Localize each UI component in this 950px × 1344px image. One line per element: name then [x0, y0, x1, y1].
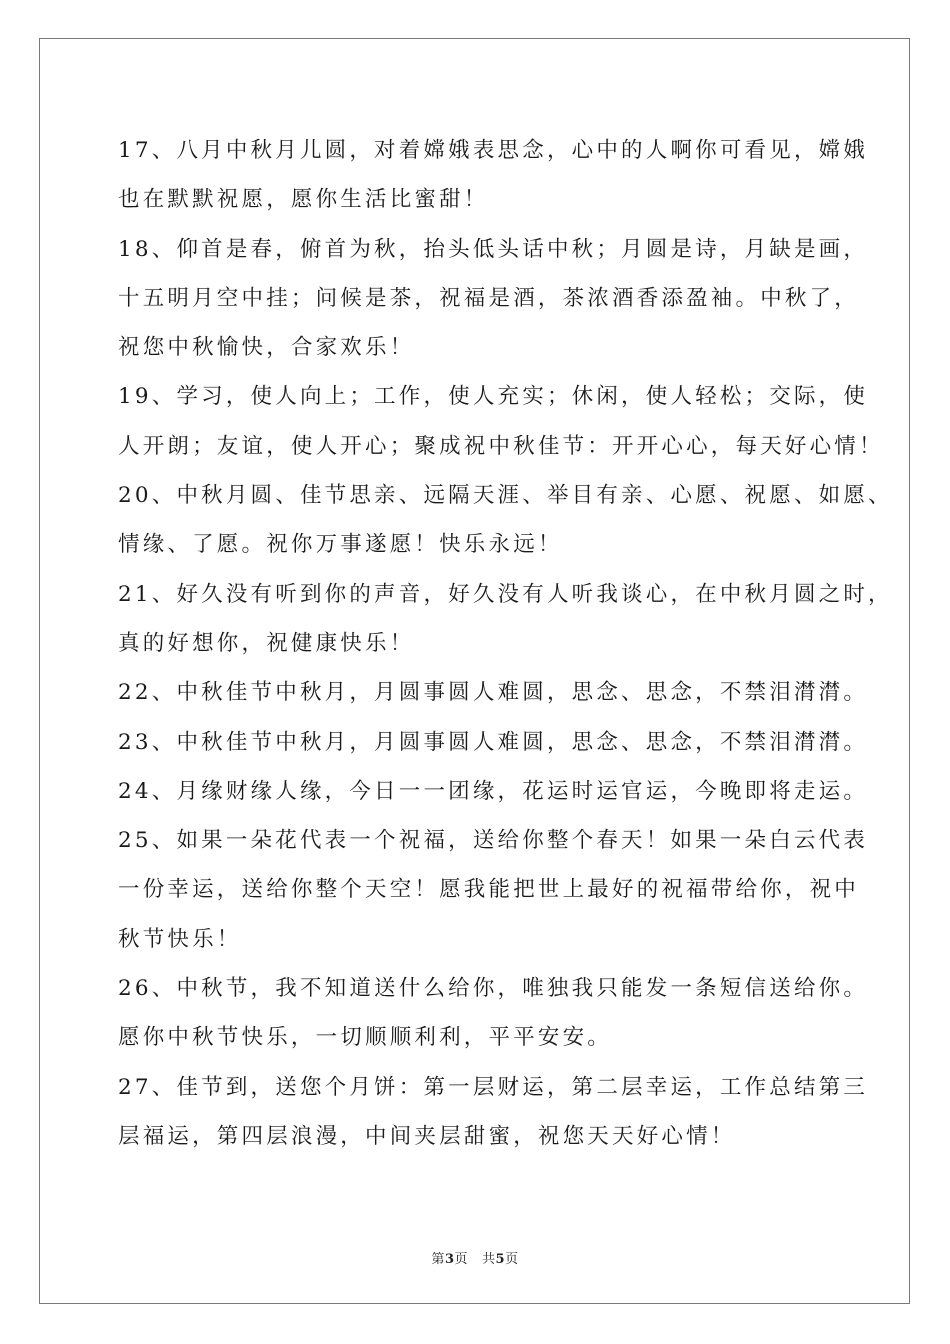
total-pages: 5	[495, 1252, 506, 1267]
page-prefix: 第	[431, 1252, 445, 1267]
text-line: 层福运，第四层浪漫，中间夹层甜蜜，祝您天天好心情！	[118, 1123, 736, 1149]
text-line: 祝您中秋愉快，合家欢乐！	[118, 335, 415, 361]
text-line: 情缘、了愿。祝你万事遂愿！快乐永远！	[118, 532, 563, 558]
text-line: 20、中秋月圆、佳节思亲、远隔天涯、举目有亲、心愿、祝愿、如愿、	[118, 483, 893, 509]
text-line: 22、中秋佳节中秋月，月圆事圆人难圆，思念、思念，不禁泪潸潸。	[118, 680, 869, 706]
text-line: 21、好久没有听到你的声音，好久没有人听我谈心，在中秋月圆之时，	[118, 581, 893, 607]
total-prefix: 共	[482, 1252, 496, 1267]
text-line: 17、八月中秋月儿圆，对着嫦娥表思念，心中的人啊你可看见，嫦娥	[118, 138, 869, 163]
text-line: 18、仰首是春，俯首为秋，抬头低头话中秋；月圆是诗，月缺是画，	[118, 236, 869, 262]
text-line: 十五明月空中挂；问候是茶，祝福是酒，茶浓酒香添盈袖。中秋了，	[118, 285, 860, 311]
text-line: 26、中秋节，我不知道送什么给你，唯独我只能发一条短信送给你。	[118, 976, 869, 1002]
document-body	[118, 126, 893, 1161]
page-number: 3	[444, 1252, 455, 1267]
page-footer	[0, 1248, 950, 1267]
text-line: 人开朗；友谊，使人开心；聚成祝中秋佳节：开开心心，每天好心情！	[118, 433, 884, 459]
text-line: 27、佳节到，送您个月饼：第一层财运，第二层幸运，工作总结第三	[118, 1074, 869, 1100]
text-line: 一份幸运，送给你整个天空！愿我能把世上最好的祝福带给你，祝中	[118, 877, 860, 903]
page-suffix: 页	[454, 1252, 468, 1267]
text-line: 也在默默祝愿，愿你生活比蜜甜！	[118, 187, 489, 213]
text-line: 秋节快乐！	[118, 926, 242, 952]
total-suffix: 页	[505, 1252, 519, 1267]
text-line: 25、如果一朵花代表一个祝福，送给你整个春天！如果一朵白云代表	[118, 828, 869, 854]
text-line: 23、中秋佳节中秋月，月圆事圆人难圆，思念、思念，不禁泪潸潸。	[118, 729, 869, 755]
text-line: 真的好想你，祝健康快乐！	[118, 630, 415, 656]
text-line: 24、月缘财缘人缘，今日一一团缘，花运时运官运，今晚即将走运。	[118, 778, 869, 804]
text-line: 愿你中秋节快乐，一切顺顺利利，平平安安。	[118, 1025, 613, 1051]
text-line: 19、学习，使人向上；工作，使人充实；休闲，使人轻松；交际，使	[118, 384, 869, 410]
